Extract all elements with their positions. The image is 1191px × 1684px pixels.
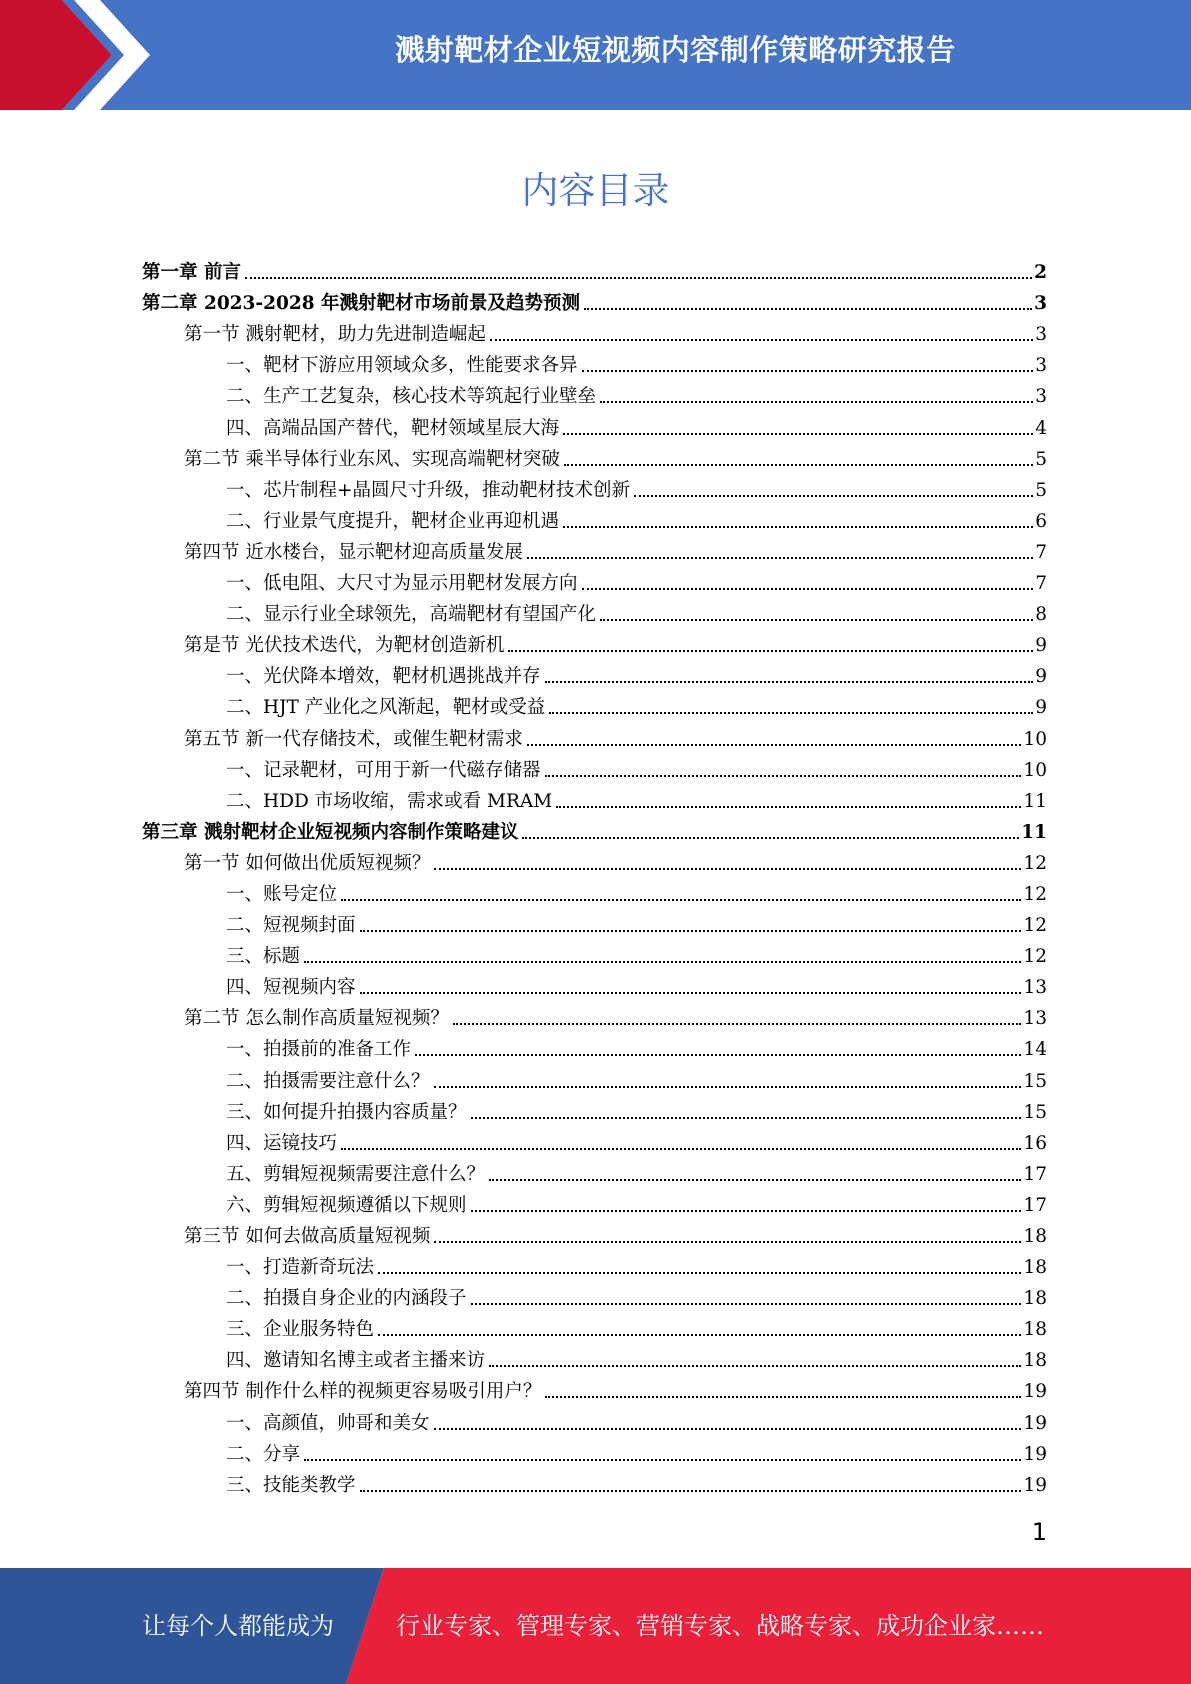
toc-entry-title: 一、靶材下游应用领域众多，性能要求各异 (226, 355, 578, 377)
toc-entry-title: 第一章 前言 (142, 262, 241, 284)
toc-dot-leader (360, 930, 1022, 932)
toc-dot-leader (522, 837, 1019, 839)
toc-dot-leader (304, 1459, 1021, 1461)
toc-entry-title: 一、拍摄前的准备工作 (226, 1039, 412, 1061)
toc-dot-leader (563, 433, 1033, 435)
toc-entry-page: 18 (1023, 1288, 1047, 1310)
toc-dot-leader (415, 1054, 1021, 1056)
toc-entry-page: 19 (1023, 1412, 1047, 1434)
toc-entry-page: 19 (1023, 1474, 1047, 1496)
toc-entry[interactable] (142, 1093, 1047, 1124)
toc-dot-leader (341, 899, 1021, 901)
toc-entry[interactable] (142, 1124, 1047, 1155)
toc-entry-title: 一、记录靶材，可用于新一代磁存储器 (226, 759, 541, 781)
toc-entry-title: 五、剪辑短视频需要注意什么？ (226, 1163, 486, 1185)
toc-entry-title: 第三节 如何去做高质量短视频 (184, 1226, 431, 1247)
toc-entry-title: 第二节 怎么制作高质量短视频？ (184, 1008, 449, 1030)
toc-dot-leader (360, 992, 1022, 994)
table-of-contents (142, 253, 1047, 1497)
toc-dot-leader (600, 401, 1033, 403)
toc-entry-page: 5 (1035, 479, 1047, 501)
toc-dot-leader (471, 1303, 1022, 1305)
toc-entry-title: 三、标题 (226, 946, 301, 968)
toc-entry[interactable] (142, 440, 1047, 471)
toc-entry-page: 12 (1023, 915, 1047, 937)
toc-entry-page: 9 (1035, 635, 1047, 657)
toc-entry[interactable] (142, 408, 1047, 439)
toc-entry[interactable] (142, 626, 1047, 657)
toc-entry-page: 7 (1035, 541, 1047, 563)
toc-entry[interactable] (142, 533, 1047, 564)
toc-entry[interactable] (142, 1310, 1047, 1341)
toc-entry-page: 18 (1023, 1226, 1047, 1247)
toc-entry[interactable] (142, 377, 1047, 408)
toc-entry-title: 一、光伏降本增效，靶材机遇挑战并存 (226, 666, 541, 688)
toc-entry-title: 三、如何提升拍摄内容质量？ (226, 1101, 467, 1123)
toc-heading: 内容目录 (521, 169, 670, 212)
toc-dot-leader (489, 1365, 1021, 1367)
toc-entry-page: 19 (1023, 1381, 1047, 1403)
toc-entry-page: 12 (1023, 852, 1047, 874)
toc-entry[interactable] (142, 1155, 1047, 1186)
footer-banner (0, 1568, 1191, 1684)
toc-entry-page: 10 (1023, 728, 1047, 750)
toc-entry[interactable] (142, 315, 1047, 346)
toc-entry-page: 17 (1023, 1163, 1047, 1185)
toc-entry-title: 四、高端品国产替代，靶材领域星辰大海 (226, 417, 560, 439)
toc-dot-leader (434, 1241, 1021, 1243)
toc-entry-page: 18 (1023, 1257, 1047, 1279)
toc-entry-title: 第是节 光伏技术迭代，为靶材创造新机 (184, 635, 505, 657)
toc-entry-page: 15 (1023, 1070, 1047, 1092)
toc-entry-title: 四、短视频内容 (226, 977, 356, 999)
toc-dot-leader (360, 1490, 1022, 1492)
toc-dot-leader (582, 370, 1034, 372)
toc-entry-title: 第二节 乘半导体行业东风、实现高端靶材突破 (184, 448, 560, 470)
toc-entry-title: 第三章 溅射靶材企业短视频内容制作策略建议 (142, 821, 519, 843)
toc-entry-title: 第五节 新一代存储技术，或催生靶材需求 (184, 728, 523, 750)
toc-dot-leader (545, 681, 1034, 683)
toc-dot-leader (527, 744, 1022, 746)
toc-entry-title: 三、企业服务特色 (226, 1319, 375, 1341)
toc-dot-leader (434, 1086, 1022, 1088)
toc-entry-title: 一、低电阻、大尺寸为显示用靶材发展方向 (226, 573, 578, 595)
page-number: 1 (1031, 1518, 1047, 1546)
toc-dot-leader (563, 526, 1033, 528)
toc-entry-page: 16 (1023, 1132, 1047, 1154)
toc-entry-page: 9 (1035, 697, 1047, 719)
toc-entry[interactable] (142, 1248, 1047, 1279)
toc-entry-page: 18 (1023, 1319, 1047, 1341)
toc-dot-leader (490, 339, 1033, 341)
toc-entry-page: 6 (1035, 510, 1047, 532)
toc-entry-page: 3 (1035, 324, 1047, 346)
toc-entry-title: 一、高颜值，帅哥和美女 (226, 1412, 430, 1434)
toc-entry[interactable] (142, 1061, 1047, 1092)
toc-dot-leader (453, 1023, 1022, 1025)
toc-dot-leader (582, 588, 1034, 590)
toc-entry-page: 3 (1035, 355, 1047, 377)
report-title: 溅射靶材企业短视频内容制作策略研究报告 (395, 33, 956, 67)
toc-entry[interactable] (142, 502, 1047, 533)
toc-dot-leader (245, 277, 1032, 279)
toc-entry-title: 二、拍摄自身企业的内涵段子 (226, 1288, 467, 1310)
toc-entry[interactable] (142, 999, 1047, 1030)
toc-entry[interactable] (142, 875, 1047, 906)
toc-entry[interactable] (142, 1186, 1047, 1217)
toc-entry-page: 13 (1023, 977, 1047, 999)
toc-dot-leader (508, 650, 1033, 652)
toc-entry[interactable] (142, 595, 1047, 626)
toc-entry-page: 11 (1023, 790, 1047, 812)
toc-entry-title: 一、打造新奇玩法 (226, 1257, 375, 1279)
toc-entry[interactable] (142, 968, 1047, 999)
toc-entry-title: 一、账号定位 (226, 883, 338, 905)
toc-entry-title: 三、技能类教学 (226, 1474, 356, 1496)
toc-entry-page: 2 (1034, 262, 1047, 284)
toc-entry[interactable] (142, 471, 1047, 502)
toc-entry[interactable] (142, 564, 1047, 595)
toc-dot-leader (545, 1396, 1021, 1398)
toc-dot-leader (471, 1210, 1022, 1212)
toc-dot-leader (634, 495, 1033, 497)
toc-entry[interactable] (142, 1217, 1047, 1248)
toc-entry-title: 二、拍摄需要注意什么？ (226, 1070, 430, 1092)
toc-entry[interactable] (142, 1030, 1047, 1061)
toc-dot-leader (378, 1272, 1021, 1274)
toc-entry-page: 15 (1023, 1101, 1047, 1123)
toc-dot-leader (545, 775, 1022, 777)
toc-entry-title: 二、显示行业全球领先，高端靶材有望国产化 (226, 604, 597, 626)
toc-dot-leader (434, 868, 1021, 870)
toc-entry-page: 5 (1035, 448, 1047, 470)
toc-entry-page: 12 (1023, 883, 1047, 905)
footer-slogan-left: 让每个人都能成为 (142, 1612, 334, 1640)
toc-entry-title: 一、芯片制程+晶圆尺寸升级，推动靶材技术创新 (226, 479, 631, 501)
toc-entry-page: 3 (1035, 386, 1047, 408)
toc-entry-page: 11 (1021, 821, 1047, 843)
toc-entry-title: 二、行业景气度提升，靶材企业再迎机遇 (226, 510, 560, 532)
toc-entry-page: 18 (1023, 1350, 1047, 1372)
footer-slogan-right: 行业专家、管理专家、营销专家、战略专家、成功企业家…… (396, 1612, 1044, 1640)
toc-entry[interactable] (142, 253, 1047, 284)
toc-entry-page: 4 (1035, 417, 1047, 439)
toc-entry-page: 3 (1034, 293, 1047, 315)
toc-entry[interactable] (142, 782, 1047, 813)
toc-entry[interactable] (142, 1466, 1047, 1497)
toc-entry[interactable] (142, 844, 1047, 875)
toc-entry-title: 第四节 制作什么样的视频更容易吸引用户？ (184, 1381, 542, 1403)
toc-dot-leader (584, 308, 1032, 310)
toc-dot-leader (549, 712, 1033, 714)
toc-entry[interactable] (142, 719, 1047, 750)
toc-entry-page: 13 (1023, 1008, 1047, 1030)
toc-dot-leader (489, 1179, 1021, 1181)
toc-entry-page: 7 (1035, 573, 1047, 595)
toc-entry[interactable] (142, 937, 1047, 968)
toc-entry[interactable] (142, 751, 1047, 782)
toc-dot-leader (556, 806, 1021, 808)
header-banner (0, 0, 1191, 110)
toc-entry[interactable] (142, 906, 1047, 937)
toc-dot-leader (341, 1148, 1021, 1150)
toc-entry[interactable] (142, 284, 1047, 315)
toc-entry-title: 第二章 2023-2028 年溅射靶材市场前景及趋势预测 (142, 293, 581, 315)
toc-entry-title: 二、短视频封面 (226, 915, 356, 937)
toc-entry-page: 19 (1023, 1443, 1047, 1465)
toc-entry-title: 第一节 溅射靶材，助力先进制造崛起 (184, 324, 486, 346)
toc-entry-page: 8 (1035, 604, 1047, 626)
toc-entry-title: 四、邀请知名博主或者主播来访 (226, 1350, 486, 1372)
toc-entry[interactable] (142, 813, 1047, 844)
toc-dot-leader (434, 1428, 1022, 1430)
toc-entry-page: 9 (1035, 666, 1047, 688)
toc-entry-page: 17 (1023, 1194, 1047, 1216)
toc-dot-leader (378, 1334, 1021, 1336)
toc-dot-leader (471, 1117, 1022, 1119)
toc-dot-leader (600, 619, 1033, 621)
toc-entry-title: 六、剪辑短视频遵循以下规则 (226, 1194, 467, 1216)
toc-entry-title: 二、HJT 产业化之风渐起，靶材或受益 (226, 697, 546, 719)
toc-entry-title: 第四节 近水楼台，显示靶材迎高质量发展 (184, 541, 523, 563)
toc-entry-title: 四、运镜技巧 (226, 1132, 338, 1154)
toc-entry-title: 第一节 如何做出优质短视频？ (184, 852, 431, 874)
toc-entry[interactable] (142, 346, 1047, 377)
toc-entry-page: 14 (1023, 1039, 1047, 1061)
toc-dot-leader (527, 557, 1033, 559)
toc-entry-title: 二、分享 (226, 1443, 301, 1465)
toc-entry[interactable] (142, 1341, 1047, 1372)
toc-entry[interactable] (142, 1403, 1047, 1434)
toc-entry-title: 二、HDD 市场收缩，需求或看 MRAM (226, 790, 553, 812)
toc-entry[interactable] (142, 1279, 1047, 1310)
toc-dot-leader (564, 464, 1033, 466)
toc-entry[interactable] (142, 1372, 1047, 1403)
toc-entry[interactable] (142, 657, 1047, 688)
toc-entry-page: 12 (1023, 946, 1047, 968)
toc-entry-title: 二、生产工艺复杂，核心技术等筑起行业壁垒 (226, 386, 597, 408)
toc-dot-leader (304, 961, 1021, 963)
toc-entry[interactable] (142, 1435, 1047, 1466)
toc-entry-page: 10 (1023, 759, 1047, 781)
toc-entry[interactable] (142, 688, 1047, 719)
